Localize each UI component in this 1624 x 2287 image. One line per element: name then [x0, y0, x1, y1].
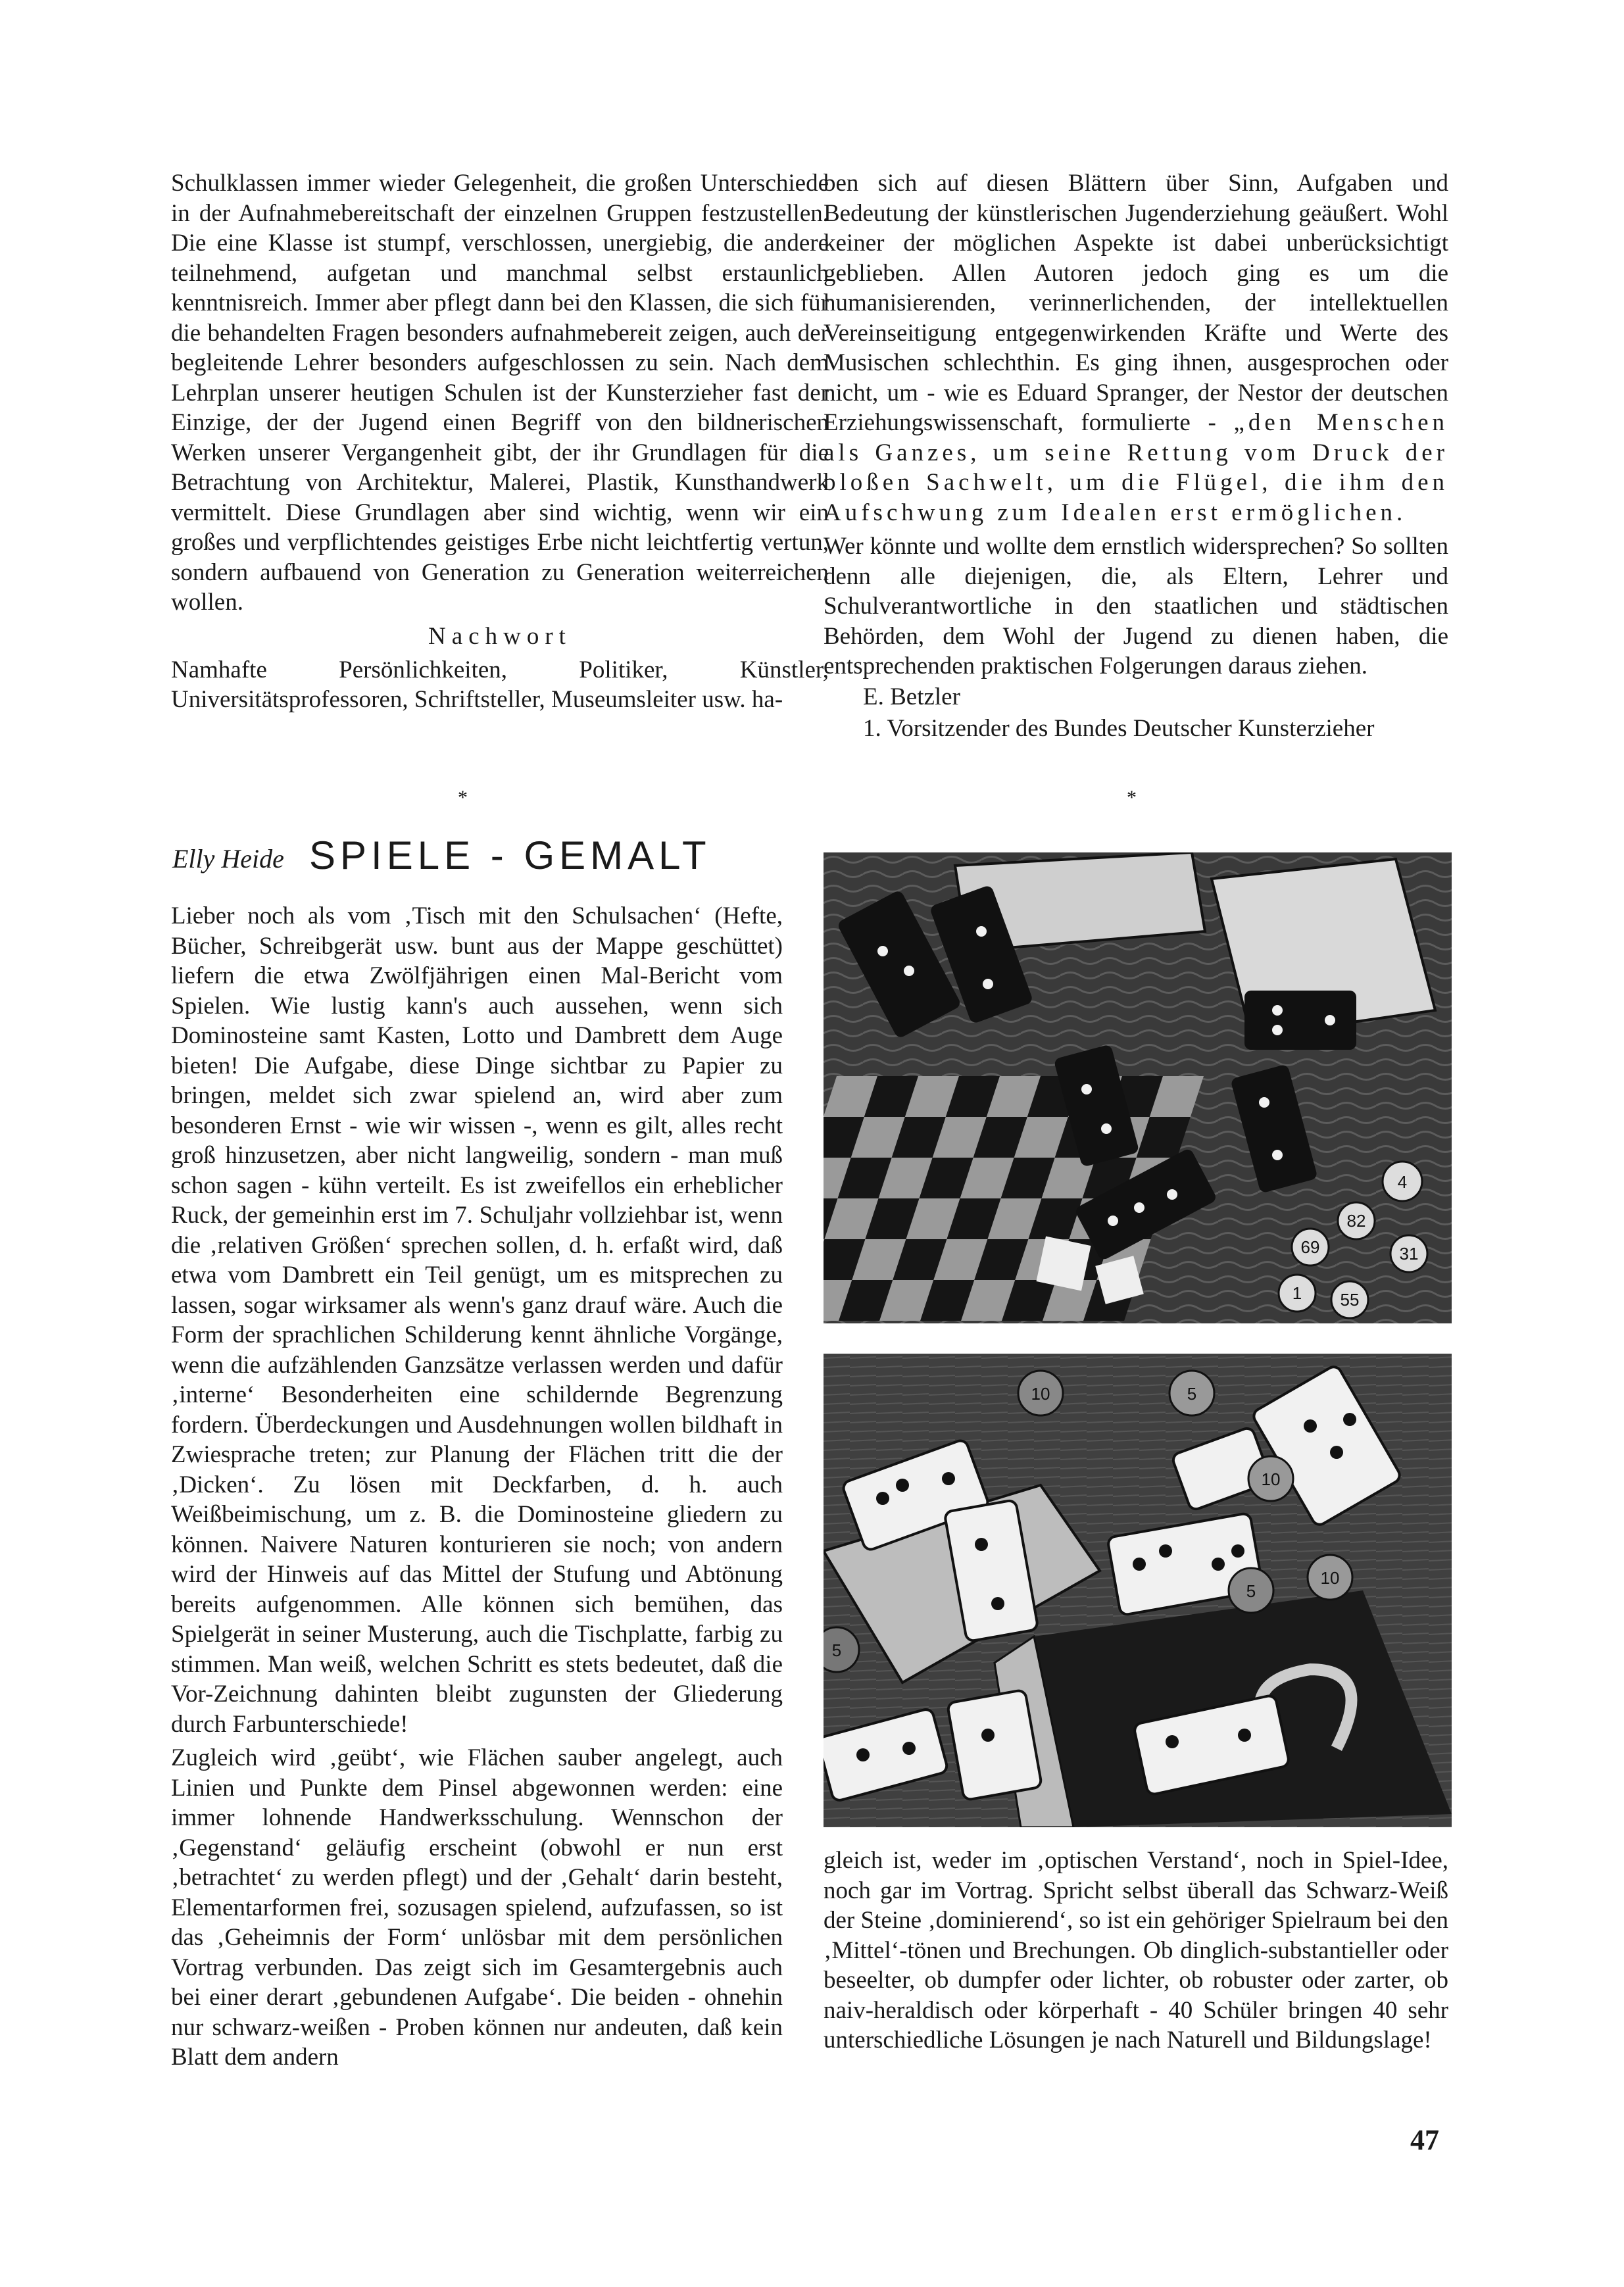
coin-number: 10 [1031, 1384, 1050, 1404]
body-paragraph: gleich ist, weder im ‚optischen Verstand‘, noch in Spiel-Idee, noch gar im Vortrag. Spricht selbst überall das Schwarz-Weiß der Steine ‚dominierend‘, so ist ein gehöriger Spielraum bei den ‚Mittel‘-tönen und Brechungen. Ob dinglich-substantieller oder beseelter, ob dumpfer oder lichter, ob robuster oder zarter, ob naiv-heraldisch oder körperhaft - 40 Schüler bringen 40 sehr unterschiedliche Lösungen je nach Naturell und Bildungslage! [824, 1847, 1448, 2053]
lotto-number: 1 [1292, 1283, 1302, 1303]
article-title: SPIELE - GEMALT [309, 833, 711, 877]
body-paragraph: ben sich auf diesen Blättern über Sinn, Aufgaben und Bedeutung der künstlerischen Jugenderziehung geäußert. Wohl keiner der möglichen Aspekte ist dabei unberücksichtigt geblieben. Allen Autoren jedoch ging es um die humanisierenden, verinnerlichenden, der intellektuellen Vereinseitigung entgegenwirkenden Kräfte und Werte des Musischen schlechthin. Es ging ihnen, ausgesprochen oder nicht, um - wie es Eduard Spranger, der Nestor der deutschen Erziehungswissenschaft, formulierte - „den Menschen als Ganzes, um seine Rettung vom Druck der bloßen Sachwelt, um die Flügel, die ihm den Aufschwung zum Idealen erst ermöglichen. [824, 170, 1448, 526]
coin-number: 5 [1246, 1581, 1256, 1601]
lotto-number: 31 [1399, 1244, 1419, 1264]
body-paragraph: Zugleich wird ‚geübt‘, wie Flächen sauber angelegt, auch Linien und Punkte dem Pinsel abgewonnen werden: eine immer lohnende Handwerksschulung. Wennschon der ‚Gegenstand‘ geläufig erscheint (obwohl er nun erst ‚betrachtet‘ zu werden pflegt) und der ‚Gehalt‘ darin besteht, Elementarformen frei, sozusagen spielend, aufzufassen, so ist das ‚Geheimnis der Form‘ unlösbar mit dem persönlichen Vortrag verbunden. Das zeigt sich im Gesamtergebnis auch bei einer derart ‚gebundenen Aufgabe‘. Die beiden - ohnehin nur schwarz-weißen - Proben können nur andeuten, daß kein Blatt dem andern [171, 1744, 783, 2071]
separator-star: * [458, 787, 468, 808]
top-left-column [171, 168, 829, 715]
painting-domino-box-svg [824, 1354, 1452, 1827]
coin-number: 10 [1261, 1469, 1281, 1489]
lotto-number: 4 [1397, 1172, 1408, 1192]
signature-role: 1. Vorsitzender des Bundes Deutscher Kunsterzieher [863, 714, 1375, 742]
coin-number: 5 [1187, 1384, 1197, 1404]
painting-dominoes-checkerboard [824, 852, 1452, 1323]
lotto-number: 69 [1300, 1237, 1320, 1257]
signature-name: E. Betzler [863, 683, 960, 710]
coin-number: 10 [1320, 1568, 1340, 1588]
separator-star: * [1127, 787, 1137, 808]
lotto-number: 82 [1346, 1211, 1366, 1231]
coin-number: 5 [831, 1640, 842, 1660]
top-right-column [824, 168, 1448, 745]
body-paragraph: Schulklassen immer wieder Gelegenheit, die großen Unterschiede in der Aufnahmebereitschaft der einzelnen Gruppen festzustellen. Die eine Klasse ist stumpf, verschlossen, unergiebig, die andere teilnehmend, aufgetan und manchmal selbst erstaunlich kenntnisreich. Immer aber pflegt dann bei den Klassen, die sich für die behandelten Fragen besonders aufnahmebereit zeigen, auch der begleitende Lehrer besonders aufgeschlossen zu sein. Nach dem Lehrplan unserer heutigen Schulen ist der Kunsterzieher fast der Einzige, der der Jugend einen Begriff von den bildnerischen Werken unserer Vergangenheit gibt, der ihr Grundlagen für die Betrachtung von Architektur, Malerei, Plastik, Kunsthandwerk vermittelt. Diese Grundlagen aber sind wichtig, wenn wir ein großes und verpflichtendes geistiges Erbe nicht leichtfertig vertun, sondern aufbauend von Generation zu Generation weiterreichen wollen. [171, 170, 829, 616]
body-paragraph: Namhafte Persönlichkeiten, Politiker, Künstler, Universitätsprofessoren, Schriftsteller, Museumsleiter usw. ha- [171, 656, 829, 713]
body-paragraph: Wer könnte und wollte dem ernstlich widersprechen? So sollten denn alle diejenigen, die, als Eltern, Lehrer und Schulverantwortliche in den staatlichen und städtischen Behörden, dem Wohl der Jugend zu dienen haben, die entsprechenden praktischen Folgerungen daraus ziehen. [824, 533, 1448, 679]
spranger-quote: „den Menschen als Ganzes, um seine Rettung vom Druck der bloßen Sachwelt, um die Flügel, die ihm den Aufschwung zum Idealen erst ermöglichen. [824, 409, 1448, 526]
article-author: Elly Heide [172, 844, 284, 873]
section-heading-nachwort: Nachwort [428, 622, 572, 650]
painting-domino-box [824, 1354, 1452, 1827]
page-number: 47 [1410, 2124, 1439, 2156]
body-paragraph: Lieber noch als vom ‚Tisch mit den Schulsachen‘ (Hefte, Bücher, Schreibgerät usw. bunt aus der Mappe geschüttet) liefern die etwa Zwölfjährigen einen Mal-Bericht vom Spielen. Wie lustig kann's auch aussehen, wenn sich Dominosteine samt Kasten, Lotto und Dambrett dem Auge bieten! Die Aufgabe, diese Dinge sichtbar zu Papier zu bringen, meldet sich zwar spielend an, wird aber zum besonderen Ernst - wie wir wissen -, wenn es gilt, alles recht groß hinzusetzen, aber nicht langweilig, sondern - man muß schon sagen - kühn verteilt. Es ist zweifellos ein erheblicher Ruck, der gemeinhin erst im 7. Schuljahr vollziehbar ist, wenn die ‚relativen Größen‘ sprechen sollen, d. h. erfaßt wird, daß etwa vom Dambrett ein Teil genügt, um es mitsprechen zu lassen, sogar wirksamer als wenn's ganz drauf wäre. Auch die Form der sprachlichen Schilderung kennt ähnliche Vorgänge, wenn die aufzählenden Ganzsätze verlassen werden und dafür ‚interne‘ Besonderheiten eine schildernde Begrenzung fordern. Überdeckungen und Ausdehnungen wollen bildhaft in Zwiesprache treten; zur Planung der Flächen tritt die der ‚Dicken‘. Zu lösen mit Deckfarben, d. h. auch Weißbeimischung, um z. B. die Dominosteine gliedern zu können. Naivere Naturen konturieren sie noch; von andern wird der Hinweis auf das Mittel der Stufung und Abtönung bereits aufgenommen. Alle können sich bemühen, das Spielgerät in seiner Musterung, auch die Tischplatte, farbig zu stimmen. Man weiß, welchen Schritt es stets bedeutet, daß die Vor-Zeichnung dahinten bleibt zugunsten der Gliederung durch Farbunterschiede! [171, 902, 783, 1738]
article-left-column [171, 901, 783, 2073]
lotto-number: 55 [1340, 1290, 1360, 1310]
painting-dominoes-checkerboard-svg [824, 852, 1452, 1323]
article-right-column [824, 1846, 1448, 2055]
